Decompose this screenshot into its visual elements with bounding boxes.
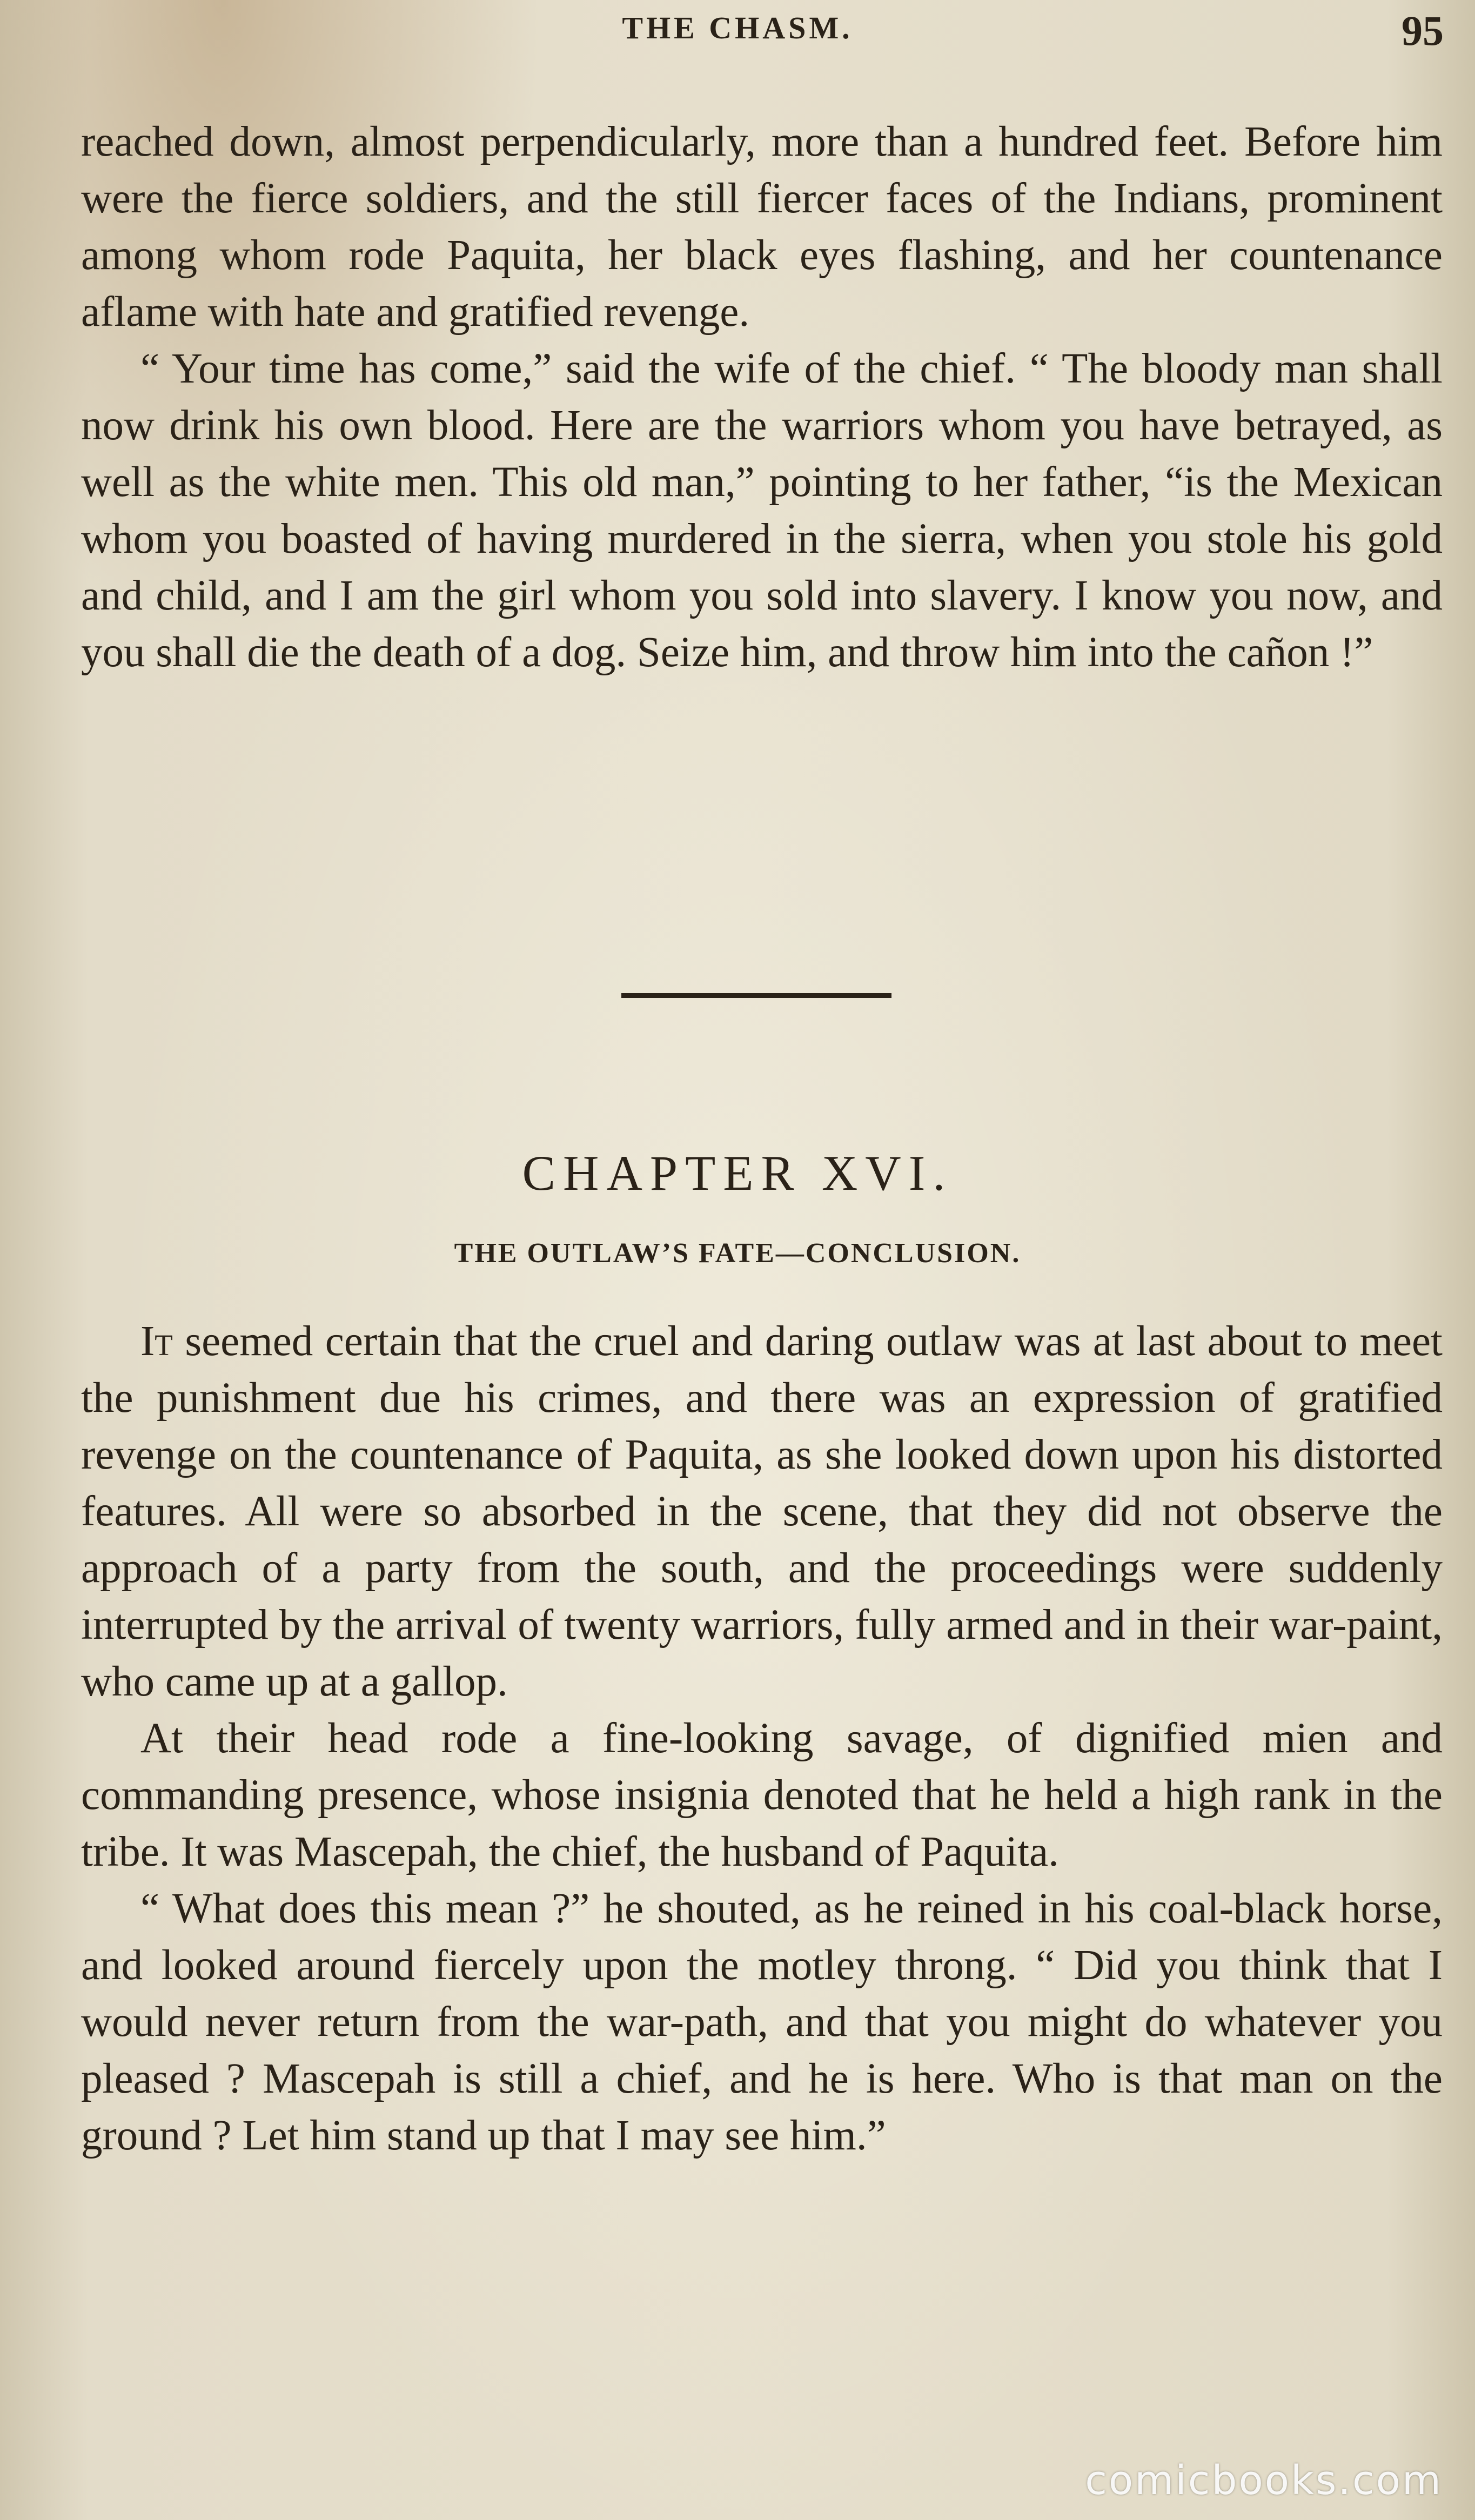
paragraph: At their head rode a fine-looking savage, of dignified mien and commanding presence, whose insignia denoted that he held a high rank in the tribe. It was Mascepah, the chief, the husband of Paquita. xyxy=(81,1715,1443,1875)
paragraph: “ What does this mean ?” he shouted, as he reined in his coal-black horse, and looked around fiercely upon the motley throng. “ Did you think that I would never return from the war-path, and that you might do whatever you pleased ? Mascepah is still a chief, and he is here. Who is that man on the ground ? Let him stand up that I may see him.” xyxy=(81,1885,1443,2159)
paragraph: “ Your time has come,” said the wife of the chief. “ The bloody man shall now drink his own blood. Here are the warriors whom you have betrayed, as well as the white men. This old man,” pointing to her father, “is the Mexican whom you boasted of having murdered in the sierra, when you stole his gold and child, and I am the girl whom you sold into slavery. I know you now, and you shall die the death of a dog. Seize him, and throw him into the cañon !” xyxy=(81,345,1443,676)
running-head-title: THE CHASM. xyxy=(622,10,853,45)
text-block-before-chapter xyxy=(81,113,1443,681)
chapter-subtitle: THE OUTLAW’S FATE—CONCLUSION. xyxy=(454,1238,1021,1269)
section-divider-rule xyxy=(621,993,891,998)
paragraph xyxy=(81,1313,1443,1710)
dropcap-word: It xyxy=(140,1318,173,1365)
running-head xyxy=(0,7,1475,54)
text-block-chapter xyxy=(81,1313,1443,2164)
chapter-title: CHAPTER XVI. xyxy=(522,1145,953,1201)
watermark: comicbooks.com xyxy=(1085,2457,1443,2504)
page-number: 95 xyxy=(1402,7,1444,54)
paragraph: reached down, almost perpendicularly, more than a hundred feet. Before him were the fierce soldiers, and the still fiercer faces of the Indians, prominent among whom rode Paquita, her black eyes flashing, and her countenance aflame with hate and gratified revenge. xyxy=(81,118,1443,336)
paragraph-text: seemed certain that the cruel and daring outlaw was at last about to meet the punishment due his crimes, and there was an expression of gratified revenge on the countenance of Paquita, as she looked down upon his distorted features. All were so absorbed in the scene, that they did not observe the approach of a party from the south, and the proceedings were suddenly interrupted by the arrival of twenty warriors, fully armed and in their war-paint, who came up at a gallop. xyxy=(81,1318,1443,1705)
